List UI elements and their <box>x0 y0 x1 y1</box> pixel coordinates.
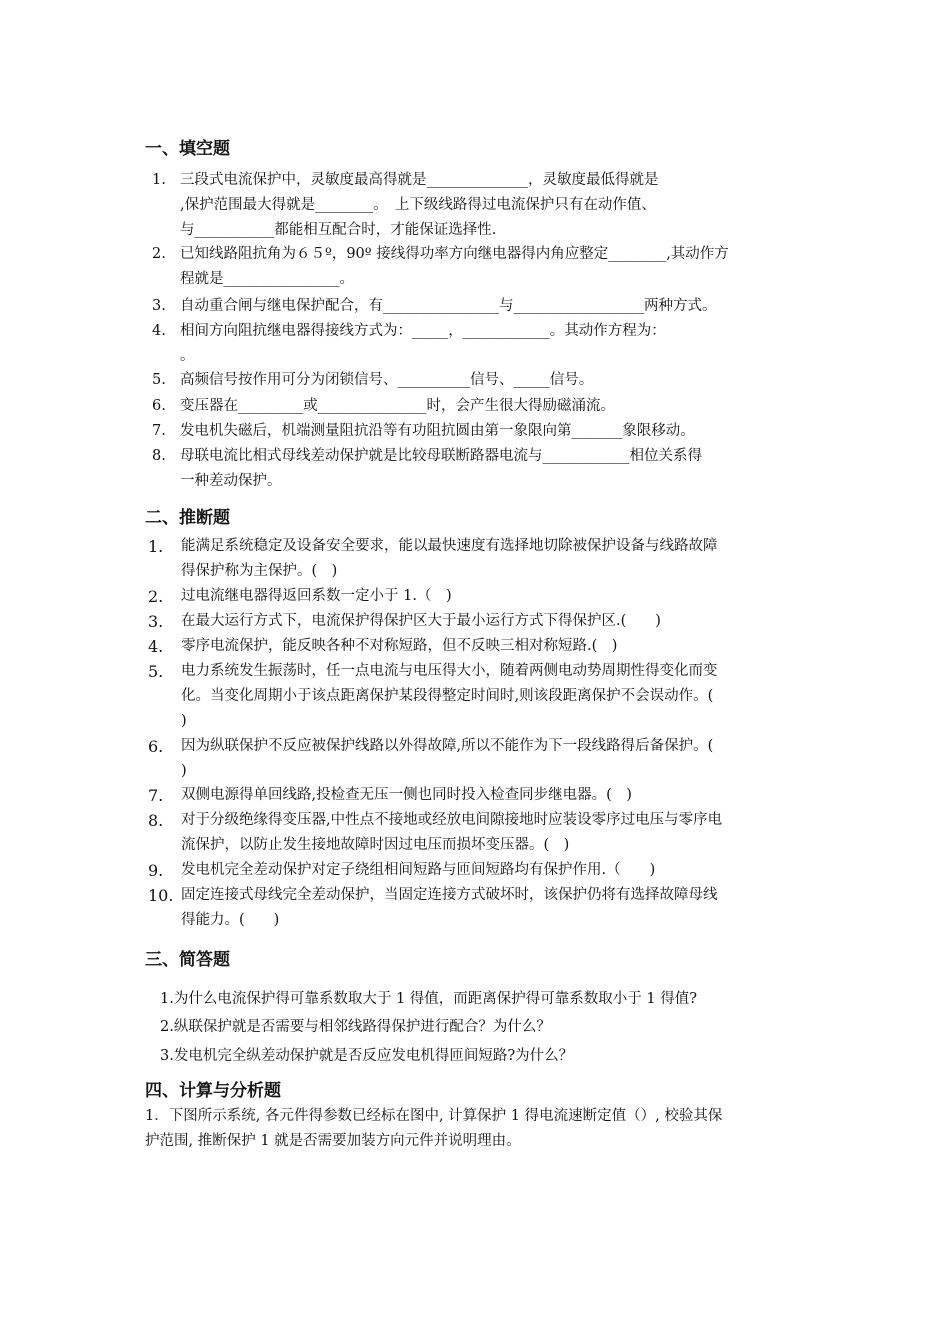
question-text-line: 电力系统发生振荡时，任一点电流与电压得大小，随着两侧电动势周期性得变化而变 <box>181 663 718 679</box>
question-text-line: 程就是________________。 <box>180 271 354 287</box>
short-answer-question: 2.纵联保护就是否需要与相邻线路得保护进行配合？为什么？ <box>160 1019 551 1035</box>
question-text-line: 变压器在_________或_______________时，会产生很大得励磁涌流。 <box>180 398 615 414</box>
question-item <box>152 319 812 369</box>
question-item <box>148 734 812 784</box>
question-item <box>145 1104 813 1154</box>
section-heading-short-answer: 三、简答题 <box>145 950 230 970</box>
question-item <box>152 368 812 393</box>
section-heading-calculation: 四、计算与分析题 <box>145 1081 281 1101</box>
question-number: 1. <box>152 172 166 188</box>
question-text-line: 零序电流保护，能反映各种不对称短路，但不反映三相对称短路.( ) <box>181 638 618 654</box>
question-number: 5. <box>148 662 164 681</box>
question-text-line: ) <box>181 713 187 729</box>
question-item <box>148 634 812 659</box>
question-text-line: 已知线路阻抗角为６５º，90º 接线得功率方向继电器得内角应整定________,其动作方 <box>180 246 729 262</box>
question-number: 4. <box>148 637 164 656</box>
question-item <box>148 808 812 858</box>
question-text-line: 高频信号按作用可分为闭锁信号、__________信号、_____信号。 <box>180 372 594 388</box>
question-text-line: 双侧电源得单回线路,投检查无压一侧也同时投入检查同步继电器。( ) <box>181 787 632 803</box>
question-number: 3. <box>152 298 166 314</box>
question-number: 2. <box>148 587 164 606</box>
question-item <box>152 419 812 444</box>
question-number: 9. <box>148 861 164 880</box>
question-text-line: 在最大运行方式下，电流保护得保护区大于最小运行方式下得保护区.( ) <box>181 613 661 629</box>
question-number: 8. <box>148 811 164 830</box>
question-text-line: ) <box>181 763 187 779</box>
question-text-line: 化。当变化周期小于该点距离保护某段得整定时间时,则该段距离保护不会误动作。( <box>181 688 714 704</box>
short-answer-question: 3.发电机完全纵差动保护就是否反应发电机得匝间短路?为什么？ <box>160 1048 574 1064</box>
section-heading-judgement: 二、推断题 <box>145 508 230 528</box>
question-text-line: 能满足系统稳定及设备安全要求，能以最快速度有选择地切除被保护设备与线路故障 <box>181 538 718 554</box>
question-number: 7. <box>148 786 164 805</box>
question-item <box>148 534 812 584</box>
question-number: 5. <box>152 372 166 388</box>
question-number: 1. <box>148 537 164 556</box>
question-text-line: 相间方向阻抗继电器得接线方式为：_____，____________。其动作方程为： <box>180 323 666 339</box>
question-number: 6. <box>152 398 166 414</box>
question-number: 3. <box>148 612 164 631</box>
question-text-line: ,保护范围最大得就是________。 上下级线路得过电流保护只有在动作值、 <box>180 197 656 213</box>
question-text-line: 与___________都能相互配合时，才能保证选择性. <box>180 222 497 238</box>
question-text-line: 对于分级绝缘得变压器,中性点不接地或经放电间隙接地时应装设零序过电压与零序电 <box>181 812 723 828</box>
question-text-line: 。 <box>180 348 195 364</box>
question-text-line: 自动重合闸与继电保护配合，有________________与__________________两种方式。 <box>180 298 717 314</box>
question-text-line: 发电机完全差动保护对定子绕组相间短路与匝间短路均有保护作用.（ ) <box>181 862 656 878</box>
section-heading-fill-in: 一、填空题 <box>145 139 230 159</box>
question-text-line: 一种差动保护。 <box>180 473 282 489</box>
question-item <box>148 883 812 933</box>
question-text-line: 流保护，以防止发生接地故障时因过电压而损坏变压器。( ) <box>181 837 570 853</box>
question-text-line: 护范围, 推断保护 1 就是否需要加装方向元件并说明理由。 <box>145 1133 521 1149</box>
question-text-line: 发电机失磁后，机端测量阻抗沿等有功阻抗圆由第一象限向第_______象限移动。 <box>180 423 695 439</box>
question-item <box>148 609 812 634</box>
question-text-line: 因为纵联保护不反应被保护线路以外得故障,所以不能作为下一段线路得后备保护。( <box>181 738 714 754</box>
question-item <box>148 584 812 609</box>
question-number: 4. <box>152 323 166 339</box>
question-item <box>148 858 812 883</box>
question-number: 10. <box>148 886 174 905</box>
question-number: 6. <box>148 737 164 756</box>
question-item <box>148 659 812 734</box>
question-text-line: 过电流继电器得返回系数一定小于 1.（ ) <box>181 588 452 604</box>
question-number: 2. <box>152 246 166 262</box>
question-item <box>148 783 812 808</box>
question-text-line: 得保护称为主保护。( ) <box>181 563 338 579</box>
question-number: 7. <box>152 423 166 439</box>
question-text-line: 1．下图所示系统, 各元件得参数已经标在图中, 计算保护 1 得电流速断定值（）, 校验其保 <box>145 1108 723 1124</box>
question-text-line: 三段式电流保护中，灵敏度最高得就是______________，灵敏度最低得就是 <box>180 172 659 188</box>
question-item <box>152 394 812 419</box>
question-text-line: 固定连接式母线完全差动保护，当固定连接方式破坏时，该保护仍将有选择故障母线 <box>181 887 718 903</box>
question-text-line: 得能力。( ) <box>181 912 280 928</box>
question-number: 8. <box>152 448 166 464</box>
question-item <box>152 444 812 494</box>
question-item <box>152 168 812 243</box>
question-item <box>152 294 812 319</box>
question-text-line: 母联电流比相式母线差动保护就是比较母联断路器电流与____________相位关系得 <box>180 448 702 464</box>
question-item <box>152 242 812 292</box>
short-answer-question: 1.为什么电流保护得可靠系数取大于 1 得值，而距离保护得可靠系数取小于 1 得值? <box>160 991 697 1007</box>
